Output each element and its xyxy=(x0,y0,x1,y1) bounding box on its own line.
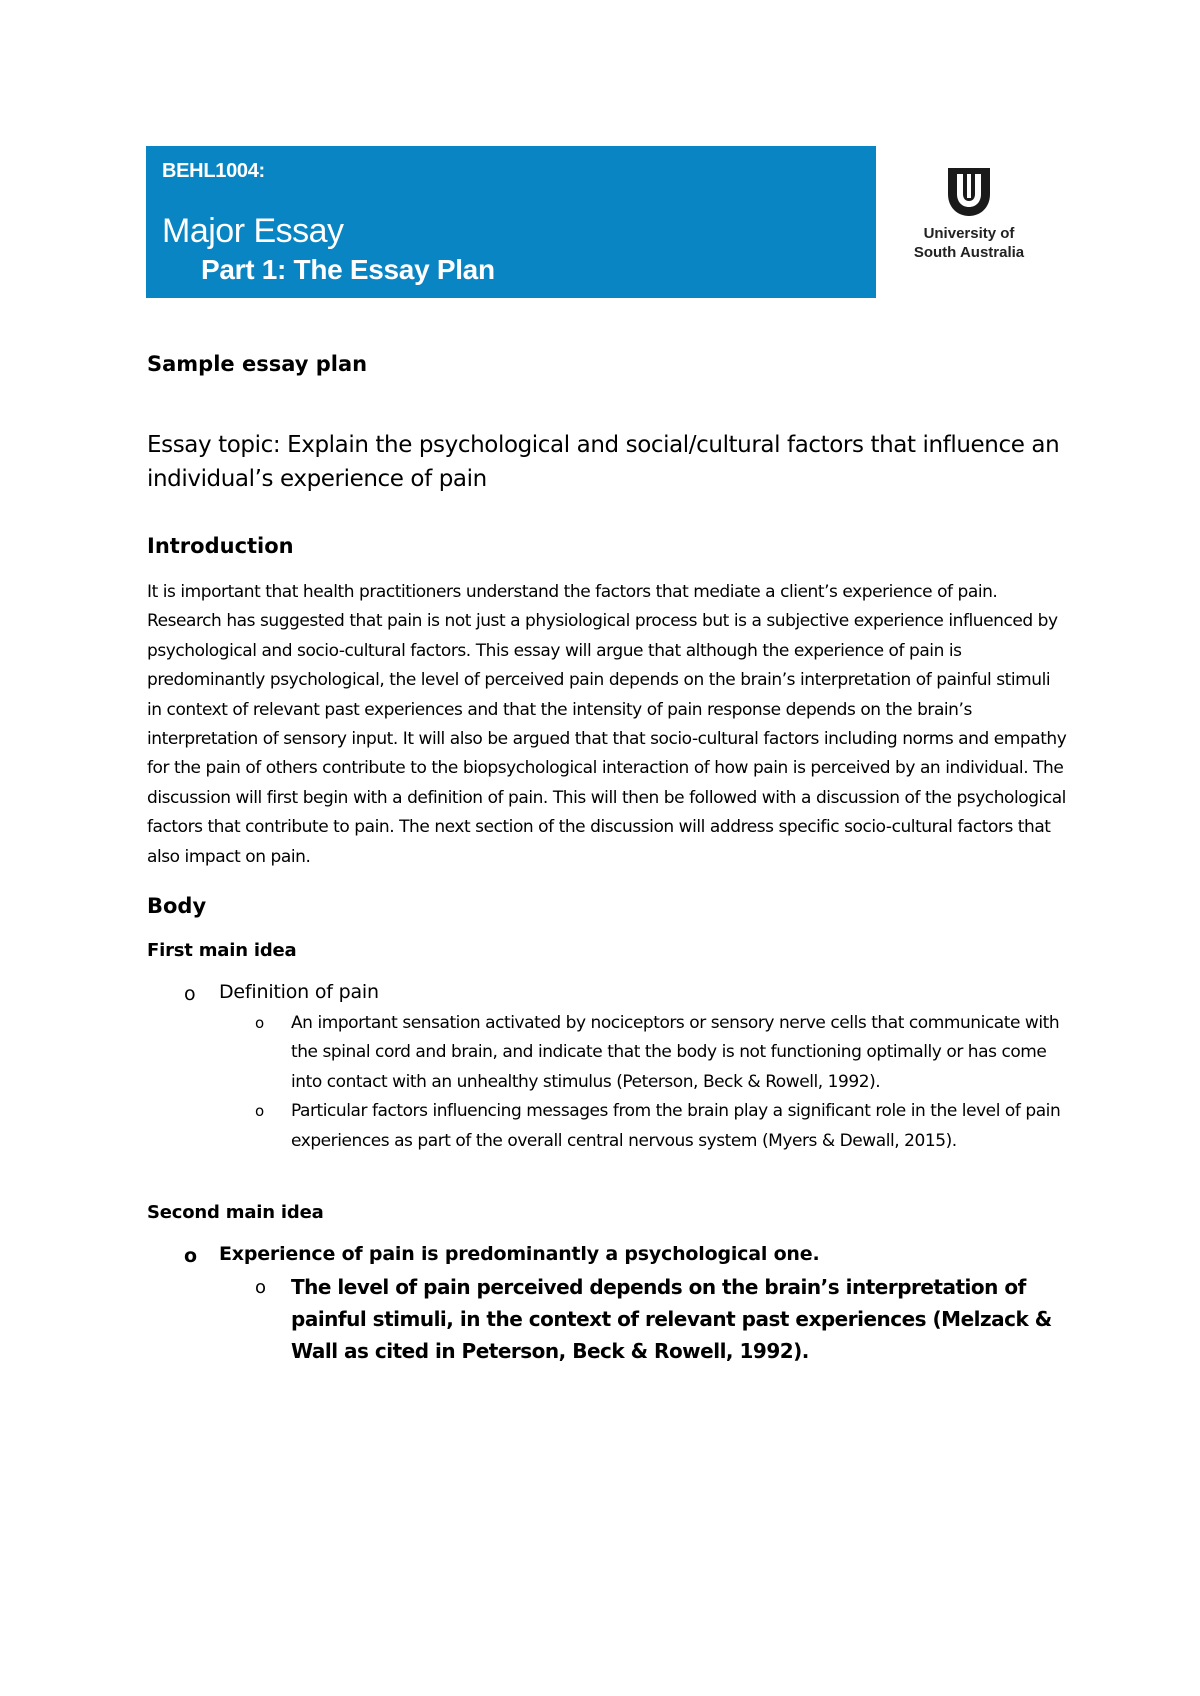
sample-heading: Sample essay plan xyxy=(147,352,368,376)
list-item xyxy=(219,1009,1067,1097)
bullet-icon: o xyxy=(184,1245,197,1268)
second-idea-point: Experience of pain is predominantly a psychological one. xyxy=(219,1243,820,1266)
first-idea-subpoints xyxy=(219,1009,1067,1156)
first-main-idea xyxy=(147,940,1067,1156)
course-code: BEHL1004: xyxy=(162,160,265,182)
introduction-heading: Introduction xyxy=(147,534,294,558)
first-idea-point: Definition of pain xyxy=(219,981,379,1004)
university-name-line1: University of xyxy=(923,225,1015,242)
list-item xyxy=(147,981,1067,1156)
university-name xyxy=(900,224,1038,262)
first-idea-heading: First main idea xyxy=(147,940,297,962)
subpoint-text: The level of pain perceived depends on the brain’s interpretation of painful stimuli, in the context of relevant past experiences (Melzack & Wall as cited in Peterson, Beck & Rowell, 1992). xyxy=(291,1275,1052,1364)
second-main-idea xyxy=(147,1202,1067,1367)
bullet-icon: o xyxy=(255,1277,266,1299)
document-title: Major Essay xyxy=(162,212,344,250)
header-banner xyxy=(146,146,876,298)
first-idea-list xyxy=(147,981,1067,1156)
bullet-icon: o xyxy=(255,1014,264,1033)
introduction-paragraph: It is important that health practitioners understand the factors that mediate a client’s experience of pain. Research has suggested that pain is not just a physiological process but is a subjective experience influenced by psychological and socio-cultural factors. This essay will argue that although the experience of pain is predominantly psychological, the level of perceived pain depends on the brain’s interpretation of painful stimuli in context of relevant past experiences and that the intensity of pain response depends on the brain’s interpretation of sensory input. It will also be argued that that socio-cultural factors including norms and empathy for the pain of others contribute to the biopsychological interaction of how pain is perceived by an individual. The discussion will first begin with a definition of pain. This will then be followed with a discussion of the psychological factors that contribute to pain. The next section of the discussion will address specific socio-cultural factors that also impact on pain. xyxy=(147,582,1067,867)
bullet-icon: o xyxy=(184,983,196,1006)
list-item xyxy=(147,1243,1067,1367)
bullet-icon: o xyxy=(255,1102,264,1121)
document-body xyxy=(147,352,1067,1367)
list-item xyxy=(219,1097,1067,1156)
subpoint-text: Particular factors influencing messages from the brain play a significant role in the level of pain experiences as part of the overall central nervous system (Myers & Dewall, 2015). xyxy=(291,1101,1061,1151)
university-name-line2: South Australia xyxy=(913,244,1025,261)
second-idea-heading: Second main idea xyxy=(147,1202,324,1224)
university-logo xyxy=(900,166,1040,266)
second-idea-subpoints xyxy=(219,1271,1067,1367)
body-heading: Body xyxy=(147,894,207,919)
subpoint-text: An important sensation activated by nociceptors or sensory nerve cells that communicate with the spinal cord and brain, and indicate that the body is not functioning optimally or has come into contact with an unhealthy stimulus (Peterson, Beck & Rowell, 1992). xyxy=(291,1013,1060,1092)
second-idea-list xyxy=(147,1243,1067,1367)
document-subtitle: Part 1: The Essay Plan xyxy=(201,254,495,285)
unisa-crest-icon xyxy=(944,166,994,218)
essay-topic: Essay topic: Explain the psychological and social/cultural factors that influence an individual’s experience of pain xyxy=(147,432,1060,492)
list-item xyxy=(219,1271,1067,1367)
